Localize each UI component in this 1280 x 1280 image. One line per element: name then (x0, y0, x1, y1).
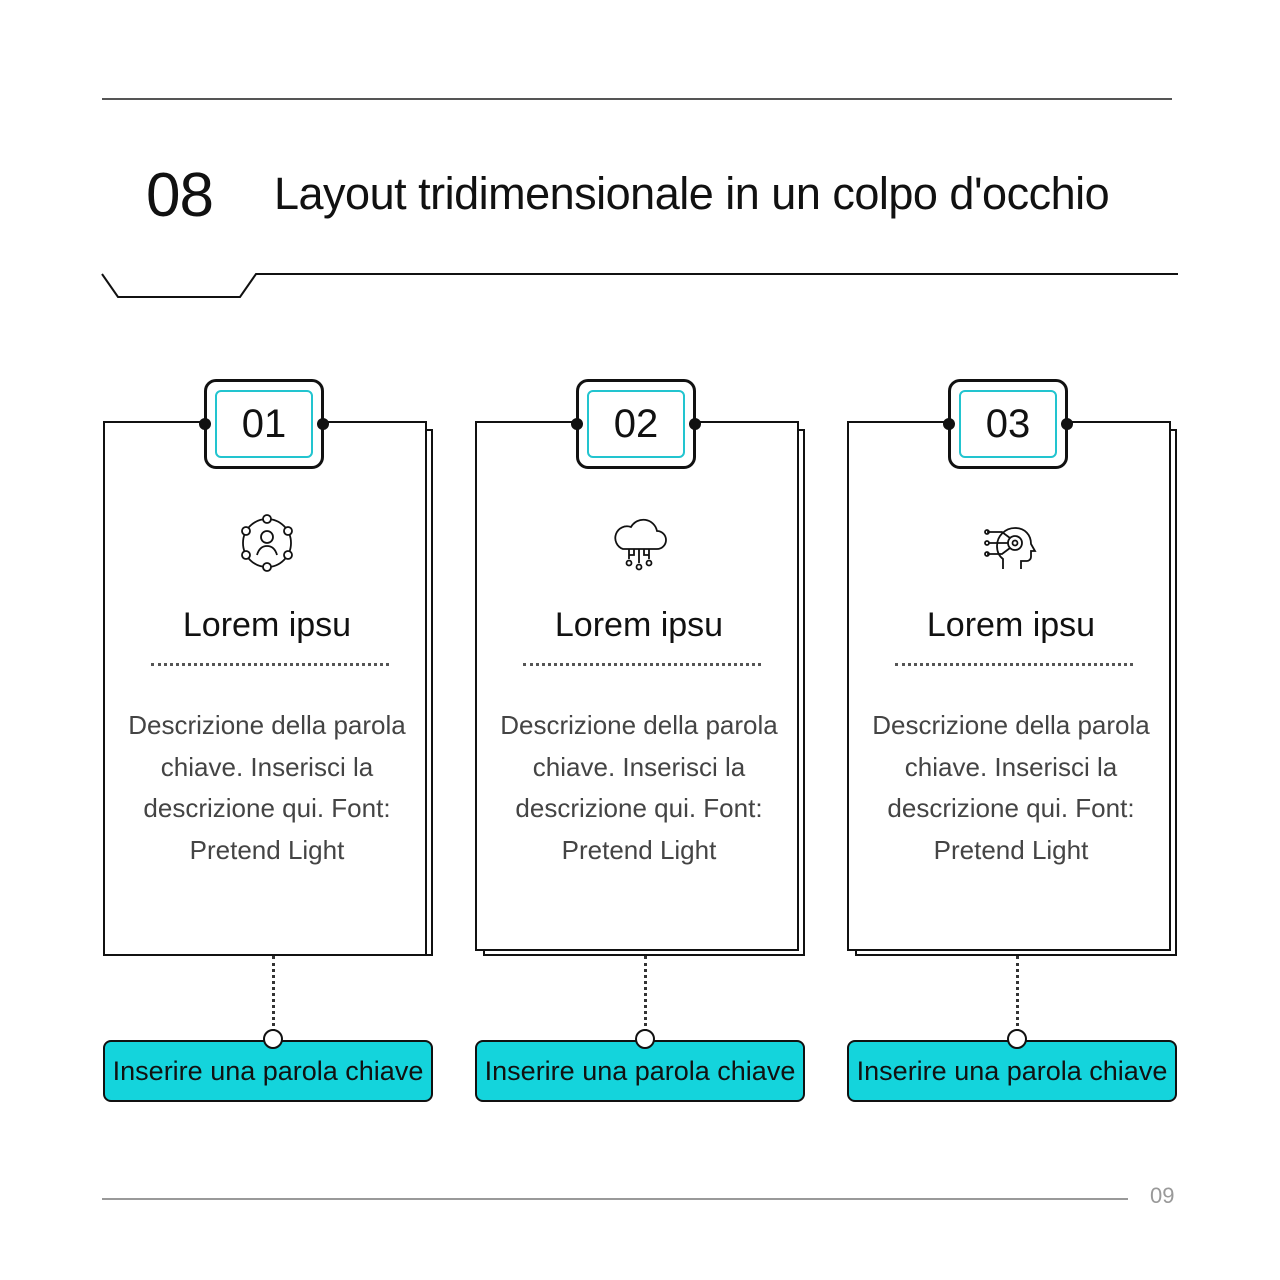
page-title: Layout tridimensionale in un colpo d'occhio (274, 168, 1110, 219)
card-description: Descrizione della parola chiave. Inserisci la descrizione qui. Font: Pretend Light (500, 710, 778, 865)
number-badge (204, 379, 324, 469)
connector-knot-1 (263, 1029, 283, 1049)
connector-knot-2 (635, 1029, 655, 1049)
connector-line-2 (644, 956, 647, 1032)
badge-dot-right (689, 418, 701, 430)
badge-number: 03 (959, 390, 1057, 458)
card-face (475, 421, 799, 951)
number-badge (576, 379, 696, 469)
badge-number: 02 (587, 390, 685, 458)
card-face (103, 421, 427, 956)
keyword-pill-2: Inserire una parola chiave (475, 1040, 805, 1102)
badge-dot-left (199, 418, 211, 430)
badge-number: 01 (215, 390, 313, 458)
number-badge (948, 379, 1068, 469)
keyword-pill-3: Inserire una parola chiave (847, 1040, 1177, 1102)
connector-line-3 (1016, 956, 1019, 1032)
title-underline-decoration (0, 0, 1280, 320)
badge-dot-left (571, 418, 583, 430)
connector-knot-3 (1007, 1029, 1027, 1049)
page-number: 09 (1150, 1183, 1175, 1208)
dotted-separator (151, 663, 389, 666)
card-title: Lorem ipsu (182, 606, 352, 644)
section-number: 08 (146, 161, 213, 230)
dotted-separator (523, 663, 761, 666)
badge-dot-left (943, 418, 955, 430)
card-description: Descrizione della parola chiave. Inserisci la descrizione qui. Font: Pretend Light (128, 710, 406, 865)
network-user-icon (235, 511, 299, 575)
connector-line-1 (272, 956, 275, 1032)
bottom-divider (102, 1198, 1128, 1200)
card-title: Lorem ipsu (926, 606, 1096, 644)
ai-head-icon (979, 511, 1043, 575)
dotted-separator (895, 663, 1133, 666)
badge-dot-right (317, 418, 329, 430)
cloud-network-icon (607, 511, 671, 575)
keyword-pill-1: Inserire una parola chiave (103, 1040, 433, 1102)
card-title: Lorem ipsu (554, 606, 724, 644)
card-face (847, 421, 1171, 951)
card-description: Descrizione della parola chiave. Inserisci la descrizione qui. Font: Pretend Light (872, 710, 1150, 865)
badge-dot-right (1061, 418, 1073, 430)
